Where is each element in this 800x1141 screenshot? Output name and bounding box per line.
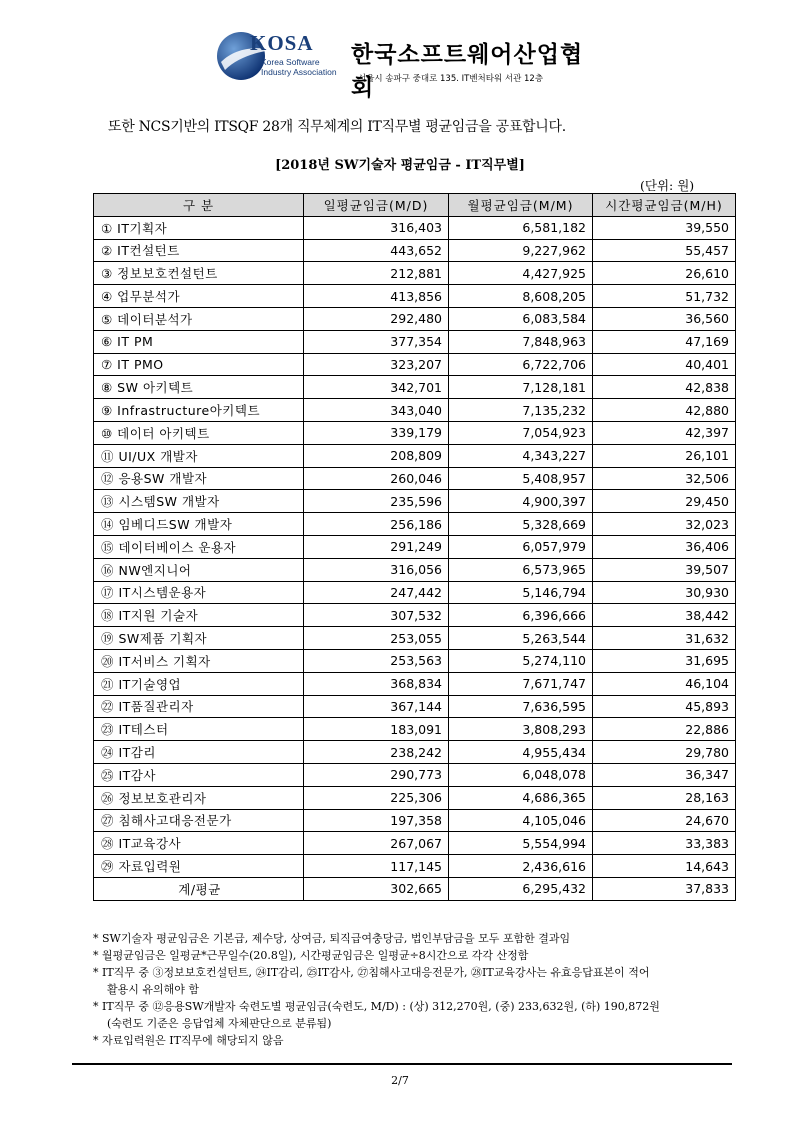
row-monthly: 5,328,669	[449, 513, 593, 536]
row-monthly: 7,135,232	[449, 399, 593, 422]
table-row	[94, 672, 736, 695]
total-hourly: 37,833	[593, 877, 736, 900]
row-hourly: 47,169	[593, 330, 736, 353]
row-category: ㉑ IT기술영업	[94, 672, 304, 695]
letterhead	[215, 28, 595, 101]
row-category: ⑱ IT지원 기술자	[94, 604, 304, 627]
row-daily: 443,652	[304, 239, 449, 262]
row-category: ⑫ 응용SW 개발자	[94, 467, 304, 490]
row-daily: 367,144	[304, 695, 449, 718]
row-hourly: 28,163	[593, 786, 736, 809]
organization-name: 한국소프트웨어산업협회	[351, 42, 584, 101]
row-monthly: 5,408,957	[449, 467, 593, 490]
row-category: ⑨ Infrastructure아키텍트	[94, 399, 304, 422]
row-monthly: 4,343,227	[449, 444, 593, 467]
row-monthly: 9,227,962	[449, 239, 593, 262]
footnote: (숙련도 기준은 응답업체 자체판단으로 분류됨)	[107, 1017, 332, 1030]
row-daily: 256,186	[304, 513, 449, 536]
logo-subtitle-1: Korea Software	[261, 57, 320, 67]
unit-label: (단위: 원)	[640, 178, 695, 193]
table-row	[94, 786, 736, 809]
row-hourly: 26,610	[593, 262, 736, 285]
header-daily-wage: 일평균임금(M/D)	[304, 194, 449, 217]
table-row	[94, 399, 736, 422]
row-monthly: 5,274,110	[449, 649, 593, 672]
table-row	[94, 695, 736, 718]
table-row	[94, 262, 736, 285]
total-monthly: 6,295,432	[449, 877, 593, 900]
row-daily: 208,809	[304, 444, 449, 467]
footnotes	[93, 930, 743, 1049]
row-hourly: 29,780	[593, 741, 736, 764]
table-row	[94, 809, 736, 832]
page-number: 2/7	[391, 1074, 409, 1087]
row-monthly: 4,427,925	[449, 262, 593, 285]
row-category: ③ 정보보호컨설턴트	[94, 262, 304, 285]
row-category: ⑪ UI/UX 개발자	[94, 444, 304, 467]
row-category: ㉘ IT교육강사	[94, 832, 304, 855]
table-row	[94, 763, 736, 786]
row-hourly: 31,632	[593, 627, 736, 650]
table-row	[94, 535, 736, 558]
row-monthly: 6,573,965	[449, 558, 593, 581]
table-row	[94, 330, 736, 353]
row-hourly: 36,406	[593, 535, 736, 558]
row-hourly: 32,023	[593, 513, 736, 536]
table-row	[94, 832, 736, 855]
row-category: ⑩ 데이터 아키텍트	[94, 421, 304, 444]
row-hourly: 14,643	[593, 855, 736, 878]
row-monthly: 6,581,182	[449, 216, 593, 239]
table-row	[94, 285, 736, 308]
row-daily: 247,442	[304, 581, 449, 604]
row-daily: 343,040	[304, 399, 449, 422]
row-hourly: 32,506	[593, 467, 736, 490]
table-row	[94, 376, 736, 399]
row-monthly: 4,105,046	[449, 809, 593, 832]
row-category: ㉕ IT감사	[94, 763, 304, 786]
row-hourly: 31,695	[593, 649, 736, 672]
row-daily: 323,207	[304, 353, 449, 376]
row-hourly: 29,450	[593, 490, 736, 513]
table-row	[94, 649, 736, 672]
row-hourly: 26,101	[593, 444, 736, 467]
row-category: ⑦ IT PMO	[94, 353, 304, 376]
row-daily: 316,403	[304, 216, 449, 239]
row-category: ⑮ 데이터베이스 운용자	[94, 535, 304, 558]
organization-address: 서울시 송파구 중대로 135. IT벤처타워 서관 12층	[358, 74, 544, 84]
row-category: ⑬ 시스템SW 개발자	[94, 490, 304, 513]
footnote: * SW기술자 평균임금은 기본급, 제수당, 상여금, 퇴직급여충당금, 법인부담금을 모두 포함한 결과임	[93, 932, 571, 945]
row-daily: 377,354	[304, 330, 449, 353]
row-daily: 291,249	[304, 535, 449, 558]
row-hourly: 39,507	[593, 558, 736, 581]
row-daily: 183,091	[304, 718, 449, 741]
row-hourly: 42,397	[593, 421, 736, 444]
table-row	[94, 490, 736, 513]
row-daily: 253,055	[304, 627, 449, 650]
row-hourly: 24,670	[593, 809, 736, 832]
footnote: * IT직무 중 ⑫응용SW개발자 숙련도별 평균임금(숙련도, M/D) : (상) 312,270원, (중) 233,632원, (하) 190,872원	[93, 1000, 660, 1013]
row-category: ④ 업무분석가	[94, 285, 304, 308]
row-monthly: 7,848,963	[449, 330, 593, 353]
table-row	[94, 444, 736, 467]
logo-text: KOSA	[250, 31, 314, 55]
total-row	[94, 877, 736, 900]
table-row	[94, 741, 736, 764]
row-monthly: 5,263,544	[449, 627, 593, 650]
row-category: ㉗ 침해사고대응전문가	[94, 809, 304, 832]
row-daily: 197,358	[304, 809, 449, 832]
total-daily: 302,665	[304, 877, 449, 900]
row-monthly: 4,955,434	[449, 741, 593, 764]
row-hourly: 42,838	[593, 376, 736, 399]
row-hourly: 45,893	[593, 695, 736, 718]
table-row	[94, 353, 736, 376]
row-monthly: 6,048,078	[449, 763, 593, 786]
footnote: * 월평균임금은 일평균*근무일수(20.8일), 시간평균임금은 일평균÷8시간으로 각각 산정함	[93, 949, 529, 962]
row-daily: 413,856	[304, 285, 449, 308]
row-daily: 117,145	[304, 855, 449, 878]
total-label: 계/평균	[94, 877, 304, 900]
row-daily: 290,773	[304, 763, 449, 786]
row-category: ⑰ IT시스템운용자	[94, 581, 304, 604]
table-row	[94, 627, 736, 650]
row-daily: 253,563	[304, 649, 449, 672]
table-row	[94, 467, 736, 490]
row-monthly: 3,808,293	[449, 718, 593, 741]
row-daily: 212,881	[304, 262, 449, 285]
row-monthly: 7,054,923	[449, 421, 593, 444]
row-monthly: 2,436,616	[449, 855, 593, 878]
table-row	[94, 604, 736, 627]
row-daily: 316,056	[304, 558, 449, 581]
footnote: * IT직무 중 ③정보보호컨설턴트, ㉔IT감리, ㉕IT감사, ㉗침해사고대응전문가, ㉘IT교육강사는 유효응답표본이 적어	[93, 966, 650, 979]
row-monthly: 6,396,666	[449, 604, 593, 627]
kosa-logo	[215, 28, 350, 84]
table-row	[94, 718, 736, 741]
footnote: 활용시 유의해야 함	[107, 983, 200, 996]
row-category: ⑳ IT서비스 기획자	[94, 649, 304, 672]
row-hourly: 42,880	[593, 399, 736, 422]
wage-table	[93, 193, 736, 901]
row-monthly: 6,722,706	[449, 353, 593, 376]
row-monthly: 6,083,584	[449, 307, 593, 330]
row-daily: 292,480	[304, 307, 449, 330]
row-category: ㉔ IT감리	[94, 741, 304, 764]
intro-sentence: 또한 NCS기반의 ITSQF 28개 직무체계의 IT직무별 평균임금을 공표합니다.	[108, 119, 566, 135]
footnote: * 자료입력원은 IT직무에 해당되지 않음	[93, 1034, 284, 1047]
row-hourly: 38,442	[593, 604, 736, 627]
row-monthly: 7,636,595	[449, 695, 593, 718]
table-row	[94, 581, 736, 604]
header-hourly-wage: 시간평균임금(M/H)	[593, 194, 736, 217]
row-monthly: 7,128,181	[449, 376, 593, 399]
table-row	[94, 513, 736, 536]
row-daily: 260,046	[304, 467, 449, 490]
table-header-row	[94, 194, 736, 217]
row-monthly: 7,671,747	[449, 672, 593, 695]
row-category: ⑧ SW 아키텍트	[94, 376, 304, 399]
row-category: ㉒ IT품질관리자	[94, 695, 304, 718]
row-daily: 368,834	[304, 672, 449, 695]
row-hourly: 36,560	[593, 307, 736, 330]
row-hourly: 40,401	[593, 353, 736, 376]
table-row	[94, 307, 736, 330]
row-daily: 235,596	[304, 490, 449, 513]
row-category: ⑭ 임베디드SW 개발자	[94, 513, 304, 536]
row-category: ㉖ 정보보호관리자	[94, 786, 304, 809]
row-category: ⑲ SW제품 기획자	[94, 627, 304, 650]
footer-divider	[72, 1063, 732, 1065]
row-daily: 339,179	[304, 421, 449, 444]
row-hourly: 36,347	[593, 763, 736, 786]
row-monthly: 5,146,794	[449, 581, 593, 604]
row-monthly: 6,057,979	[449, 535, 593, 558]
header-category: 구 분	[94, 194, 304, 217]
row-daily: 267,067	[304, 832, 449, 855]
row-category: ① IT기획자	[94, 216, 304, 239]
table-row	[94, 558, 736, 581]
row-monthly: 4,900,397	[449, 490, 593, 513]
table-row	[94, 855, 736, 878]
row-daily: 342,701	[304, 376, 449, 399]
table-row	[94, 421, 736, 444]
table-title: [2018년 SW기술자 평균임금 - IT직무별]	[275, 158, 525, 173]
row-hourly: 46,104	[593, 672, 736, 695]
row-hourly: 30,930	[593, 581, 736, 604]
row-category: ⑯ NW엔지니어	[94, 558, 304, 581]
row-daily: 238,242	[304, 741, 449, 764]
row-category: ㉙ 자료입력원	[94, 855, 304, 878]
row-monthly: 5,554,994	[449, 832, 593, 855]
row-category: ⑤ 데이터분석가	[94, 307, 304, 330]
row-daily: 225,306	[304, 786, 449, 809]
row-category: ⑥ IT PM	[94, 330, 304, 353]
row-hourly: 39,550	[593, 216, 736, 239]
table-row	[94, 239, 736, 262]
row-monthly: 8,608,205	[449, 285, 593, 308]
row-hourly: 33,383	[593, 832, 736, 855]
table-row	[94, 216, 736, 239]
row-monthly: 4,686,365	[449, 786, 593, 809]
row-hourly: 51,732	[593, 285, 736, 308]
row-category: ㉓ IT테스터	[94, 718, 304, 741]
row-hourly: 22,886	[593, 718, 736, 741]
row-category: ② IT컨설턴트	[94, 239, 304, 262]
row-daily: 307,532	[304, 604, 449, 627]
logo-subtitle-2: Industry Association	[261, 67, 337, 77]
row-hourly: 55,457	[593, 239, 736, 262]
header-monthly-wage: 월평균임금(M/M)	[449, 194, 593, 217]
